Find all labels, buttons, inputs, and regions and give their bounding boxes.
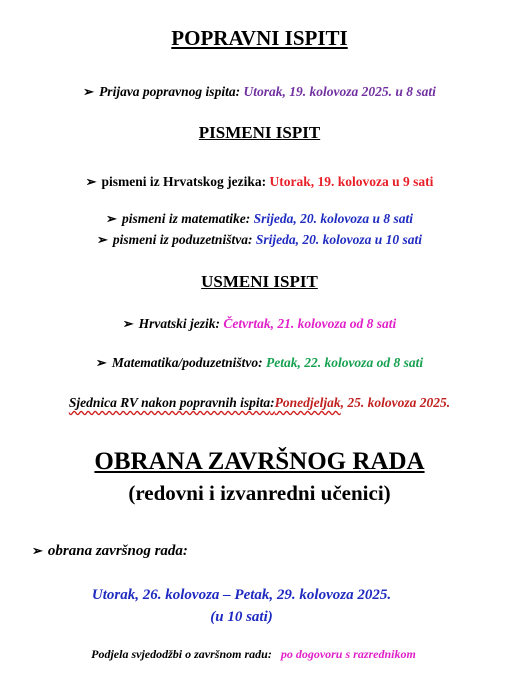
pismeni-sep: : — [247, 232, 256, 247]
pismeni-label: pismeni iz matematike — [121, 211, 246, 226]
arrow-bullet-icon: ➢ — [122, 316, 134, 331]
usmeni-item — [0, 355, 519, 371]
pismeni-item — [0, 211, 519, 227]
obrana-dates-line2: (u 10 sati) — [210, 609, 273, 625]
usmeni-label: Hrvatski jezik — [138, 316, 216, 331]
arrow-bullet-icon: ➢ — [83, 84, 95, 99]
usmeni-value: Petak, 22. kolovoza od 8 sati — [265, 355, 424, 370]
sjednica-line — [0, 395, 519, 411]
usmeni-sep: : — [258, 355, 266, 370]
arrow-bullet-icon: ➢ — [32, 543, 43, 558]
podjela-line — [0, 647, 513, 662]
usmeni-sep: : — [215, 316, 224, 331]
pismeni-label: pismeni iz Hrvatskog jezika — [101, 174, 262, 189]
pismeni-sep: : — [261, 174, 270, 189]
prijava-sep: : — [235, 84, 244, 99]
heading-pismeni-ispit: PISMENI ISPIT — [198, 123, 321, 142]
sjednica-value: Ponedjeljak — [274, 395, 341, 410]
heading-popravni-ispiti: POPRAVNI ISPITI — [171, 26, 348, 50]
pismeni-value: Utorak, 19. kolovoza u 9 sati — [269, 174, 434, 189]
obrana-line — [32, 543, 188, 560]
sjednica-label: Sjednica RV nakon popravnih ispita — [68, 395, 271, 410]
pismeni-label: pismeni iz poduzetništva — [112, 232, 248, 247]
pismeni-item — [0, 174, 519, 190]
prijava-line — [0, 84, 519, 100]
pismeni-sep: : — [245, 211, 254, 226]
arrow-bullet-icon: ➢ — [97, 232, 108, 247]
prijava-label: Prijava popravnog ispita — [99, 84, 236, 99]
sjednica-sep: : — [270, 395, 275, 410]
pismeni-value: Srijeda, 20. kolovoza u 8 sati — [253, 211, 413, 226]
podjela-label: Podjela svjedodžbi o završnom radu: — [91, 647, 272, 661]
pismeni-item — [0, 232, 519, 248]
usmeni-item — [0, 316, 519, 332]
pismeni-value: Srijeda, 20. kolovoza u 10 sati — [255, 232, 422, 247]
subheading-redovni-izvanredni: (redovni i izvanredni učenici) — [128, 481, 391, 505]
podjela-value: po dogovoru s razrednikom — [280, 647, 416, 661]
arrow-bullet-icon: ➢ — [106, 211, 117, 226]
arrow-bullet-icon: ➢ — [85, 174, 97, 189]
usmeni-label: Matematika/poduzetništvo — [111, 355, 259, 370]
prijava-value: Utorak, 19. kolovoza 2025. u 8 sati — [243, 84, 436, 99]
usmeni-value: Četvrtak, 21. kolovoza od 8 sati — [223, 316, 397, 331]
heading-usmeni-ispit: USMENI ISPIT — [201, 272, 318, 291]
heading-obrana-zavrsnog-rada: OBRANA ZAVRŠNOG RADA — [94, 448, 425, 475]
arrow-bullet-icon: ➢ — [95, 355, 107, 370]
sjednica-date: , 25. kolovoza 2025. — [340, 395, 451, 410]
obrana-dates-line1: Utorak, 26. kolovoza – Petak, 29. kolovoza 2025. — [91, 587, 392, 603]
obrana-label: obrana završnog rada: — [47, 543, 188, 559]
